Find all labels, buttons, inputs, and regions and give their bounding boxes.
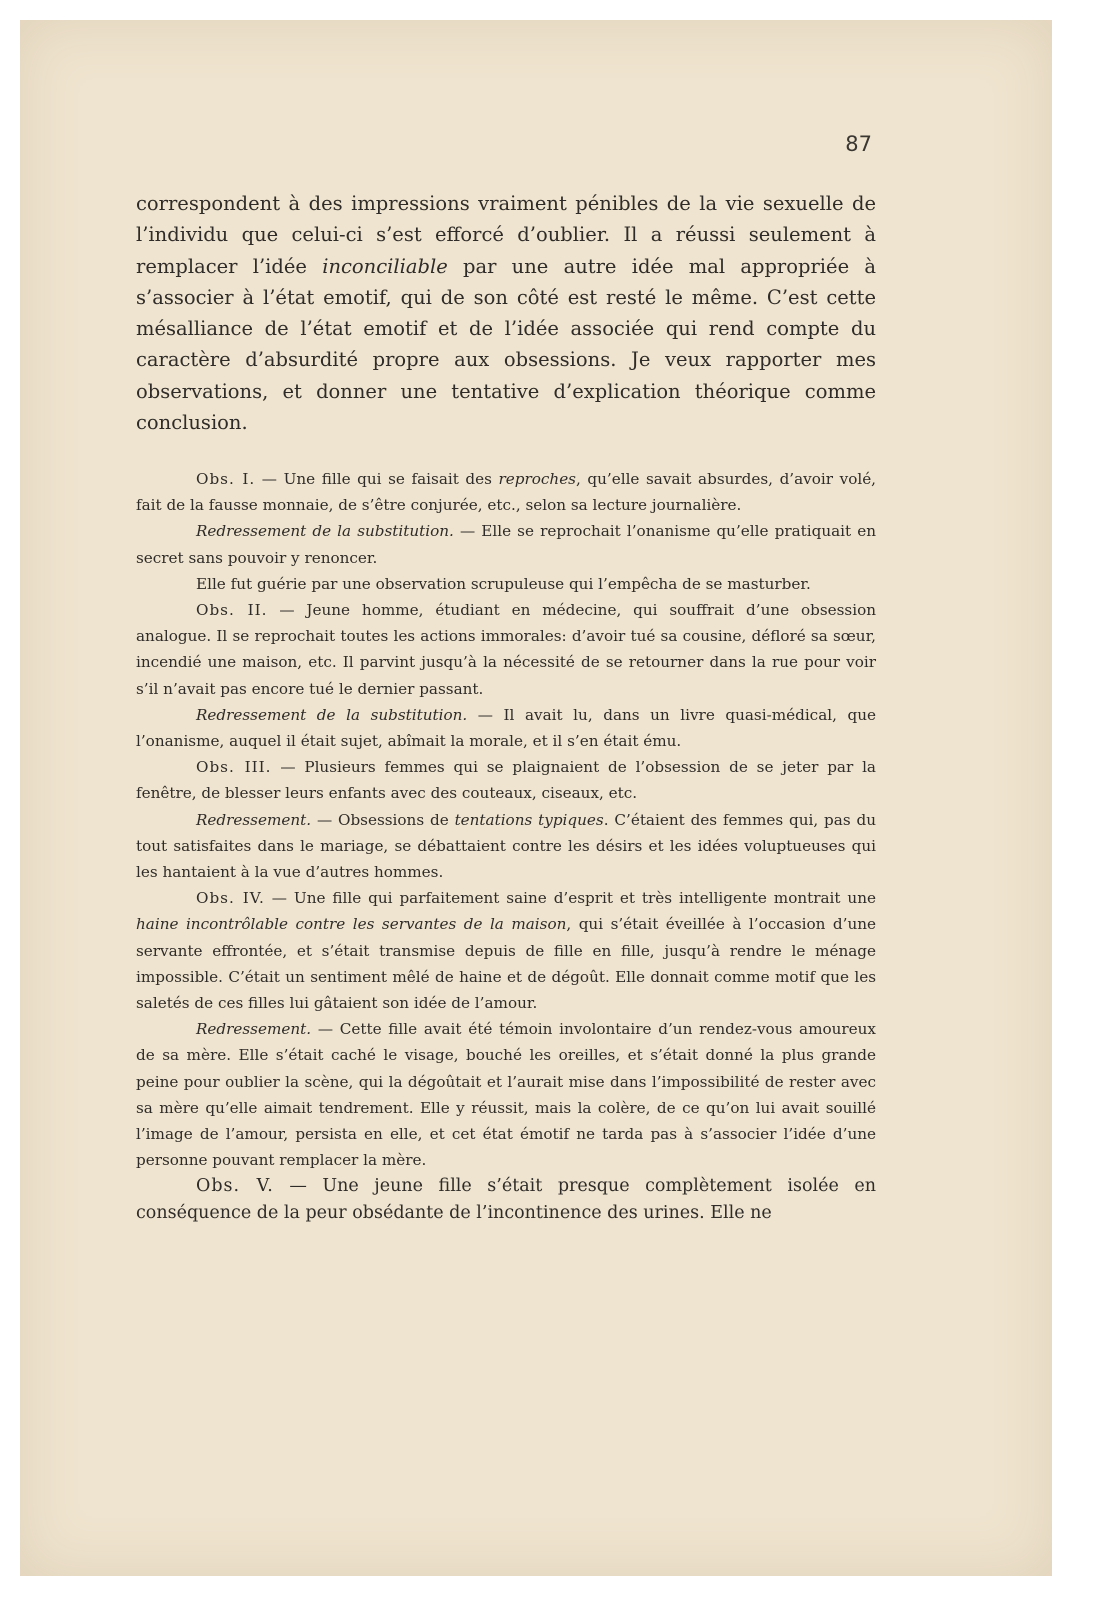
intro-lead: correspondent à des impressions vraiment pénibles de la vie sexuelle de l’individu que celui-ci s’est efforcé d’oublier. Il a réussi seulement à remplacer l’idée — [136, 192, 876, 278]
obs-3-emphasis: tentations typiques — [454, 810, 604, 829]
obs-1-paragraph — [136, 466, 876, 518]
obs-4-redress-text: — Cette fille avait été témoin involontaire d’un rendez-vous amoureux de sa mère. Elle s’était caché le visage, bouché les oreilles, et s’était donné la plus grande peine pour oublier la scène, qui la dégoûtait et l’aurait mise dans l’impossibilité de rester avec sa mère qu’elle aimait tendrement. Elle y réussit, mais la colère, de ce qu’on lui avait souillé l’image de l’amour, persista en elle, et cet état émotif ne tarda pas à s’associer l’idée d’une personne pouvant remplacer la mère. — [136, 1020, 876, 1170]
obs-3-redressement — [136, 807, 876, 886]
intro-paragraph — [136, 188, 876, 438]
obs-2-rubric: Redressement de la substitution. — [196, 705, 468, 724]
intro-text — [136, 188, 876, 438]
obs-3-paragraph — [136, 754, 876, 806]
obs-1-label: Obs. I. — [196, 470, 256, 488]
obs-3-label: Obs. III. — [196, 758, 272, 777]
obs-4-paragraph — [136, 885, 876, 1016]
intro-emphasis: inconciliable — [322, 254, 448, 278]
book-page — [20, 20, 1052, 1576]
obs-2-redress-text: — Il avait lu, dans un livre quasi-médical, que l’onanisme, auquel il était sujet, abîmait la morale, et il s’en était ému. — [136, 705, 876, 751]
obs-4-rubric: Redressement. — [196, 1020, 312, 1039]
obs-3-text: — Plusieurs femmes qui se plaignaient de l’obsession de se jeter par la fenêtre, de blesser leurs enfants avec des couteaux, ciseaux, etc. — [136, 758, 876, 803]
obs-4-text-a: — Une fille qui parfaitement saine d’esprit et très intelligente montrait une — [264, 889, 876, 908]
obs-1-redress-text: — Elle se reprochait l’onanisme qu’elle pratiquait en secret sans pouvoir y renoncer. — [136, 522, 876, 567]
obs-4-label: Obs. IV. — [196, 889, 265, 908]
obs-5-paragraph — [136, 1173, 876, 1227]
intro-tail: par une autre idée mal appropriée à s’associer à l’état emotif, qui de son côté est resté le même. C’est cette mésalliance de l’état emotif et de l’idée associée qui rend compte du caractère d’absurdité propre aux obsessions. Je veux rapporter mes observations, et donner une tentative d’explication théorique comme conclusion. — [136, 254, 876, 435]
obs-3-rubric: Redressement. — [196, 810, 312, 829]
obs-1-rubric: Redressement de la substitution. — [196, 522, 454, 541]
obs-3-redress-b: . C’étaient des femmes qui, pas du tout satisfaites dans le mariage, se débattaient contre les désirs et les idées voluptueuses qui les hantaient à la vue d’autres hommes. — [136, 810, 876, 882]
obs-4-emphasis: haine incontrôlable contre les servantes de la maison — [136, 915, 567, 934]
obs-4-redressement — [136, 1016, 876, 1173]
obs-4-text-b: , qui s’était éveillée à l’occasion d’une servante effrontée, et s’était transmise depuis de fille en fille, jusqu’à rendre le ménage impossible. C’était un sentiment mêlé de haine et de dégoût. Elle donnait comme motif que les saletés de ces filles lui gâtaient son idée de l’amour. — [136, 915, 876, 1013]
obs-5-text: — Une jeune fille s’était presque complètement isolée en conséquence de la peur obsédante de l’incontinence des urines. Elle ne — [136, 1176, 876, 1224]
obs-1-cure: Elle fut guérie par une observation scrupuleuse qui l’empêcha de se masturber. — [196, 574, 811, 593]
obs-2-redressement — [136, 702, 876, 754]
page-number: 87 — [845, 132, 872, 156]
obs-1-emphasis: reproches — [498, 470, 576, 488]
obs-2-text: — Jeune homme, étudiant en médecine, qui souffrait d’une obsession analogue. Il se reprochait toutes les actions immorales: d’avoir tué sa cousine, défloré sa sœur, incendié une maison, etc. Il parvint jusqu’à la nécessité de se retourner dans la rue pour voir s’il n’avait pas encore tué le dernier passant. — [136, 601, 877, 698]
obs-1-redressement — [136, 518, 876, 570]
obs-3-redress-a: — Obsessions de — [311, 810, 455, 829]
obs-1-text-a: — Une fille qui se faisait des — [255, 470, 499, 488]
obs-5-label: Obs. V. — [196, 1176, 274, 1197]
observations-block — [136, 466, 876, 1227]
obs-2-label: Obs. II. — [196, 601, 268, 620]
obs-2-paragraph — [136, 597, 876, 702]
obs-1-text-b: , qu’elle savait absurdes, d’avoir volé, fait de la fausse monnaie, de s’être conjurée, etc., selon sa lecture journalière. — [136, 470, 877, 515]
